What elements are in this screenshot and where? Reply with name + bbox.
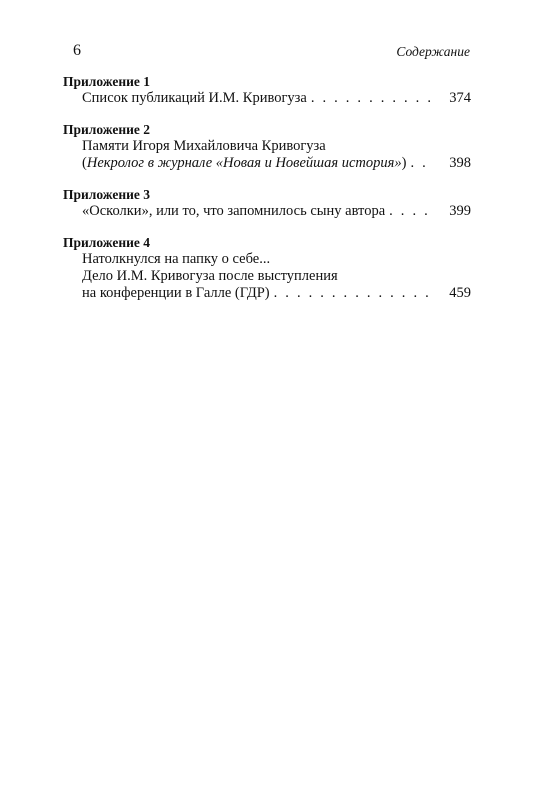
toc-entry <box>82 138 471 172</box>
toc-entry-title: Список публикаций И.М. Кривогуза <box>82 90 307 106</box>
toc-page-number: 374 <box>449 90 471 106</box>
running-head: Содержание <box>396 44 470 59</box>
toc-entry-title: Памяти Игоря Михайловича Кривогуза <box>82 138 326 154</box>
toc-entry-title: на конференции в Галле (ГДР) <box>82 285 270 301</box>
toc-section-appendix-2 <box>63 122 471 172</box>
toc-page-number: 399 <box>449 203 471 219</box>
dot-leader <box>274 285 433 302</box>
dot-leader <box>311 90 433 107</box>
toc-page-number: 398 <box>449 155 471 171</box>
toc-section-appendix-3 <box>63 187 471 220</box>
section-heading: Приложение 2 <box>63 122 151 137</box>
toc-entry-line <box>82 203 471 220</box>
section-heading: Приложение 1 <box>63 74 151 89</box>
dot-leader <box>389 203 433 220</box>
toc-entry <box>82 203 471 220</box>
toc-page-number: 459 <box>449 285 471 301</box>
dot-leader <box>410 155 433 172</box>
toc-section-appendix-4 <box>63 235 471 302</box>
paren-open: ( <box>82 155 87 171</box>
toc-entry-title: Дело И.М. Кривогуза после выступления <box>82 268 338 284</box>
toc-entry-line <box>82 285 471 302</box>
toc-entry-title: Натолкнулся на папку о себе... <box>82 251 271 267</box>
toc-entry-title: «Осколки», или то, что запомнилось сыну автора <box>82 203 386 219</box>
toc-entry <box>82 90 471 107</box>
section-heading: Приложение 3 <box>63 187 151 202</box>
table-of-contents <box>63 74 471 317</box>
toc-section-appendix-1 <box>63 74 471 107</box>
toc-entry <box>82 251 471 302</box>
toc-entry-subtitle <box>82 155 406 172</box>
toc-entry-subtitle-italic: Некролог в журнале «Новая и Новейшая история» <box>86 155 402 171</box>
section-heading: Приложение 4 <box>63 235 151 250</box>
paren-close: ) <box>401 155 407 171</box>
toc-entry-line <box>82 90 471 107</box>
page-number: 6 <box>73 42 81 59</box>
toc-entry-line <box>82 155 471 172</box>
